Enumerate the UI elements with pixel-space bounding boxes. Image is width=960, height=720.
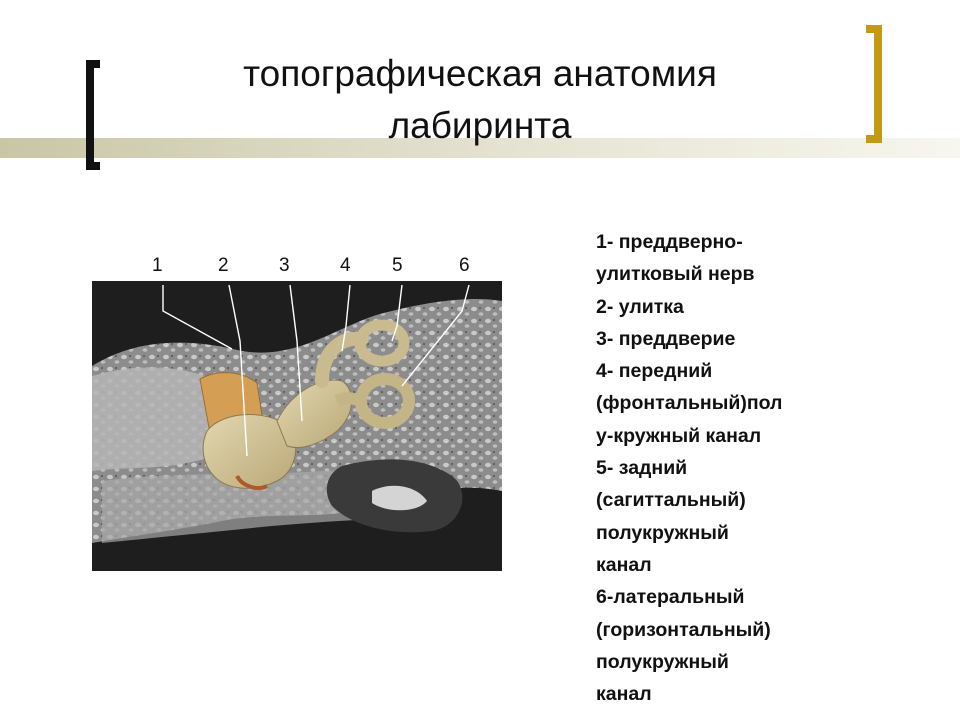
legend-line: 5- задний bbox=[596, 457, 688, 480]
legend-line: канал bbox=[596, 553, 652, 576]
legend-line: полукружный bbox=[596, 650, 729, 673]
title-line-2: лабиринта bbox=[388, 105, 572, 146]
title-line-1: топографическая анатомия bbox=[243, 53, 717, 94]
legend-line: 6-латеральный bbox=[596, 586, 745, 609]
legend-line: 2- улитка bbox=[596, 295, 684, 318]
legend-line: 4- передний bbox=[596, 360, 713, 383]
figure-legend bbox=[596, 226, 856, 710]
figure-number-row bbox=[86, 253, 506, 283]
legend-line: улитковый нерв bbox=[596, 263, 755, 286]
legend-line: (горизонтальный) bbox=[596, 618, 771, 641]
legend-line: (сагиттальный) bbox=[596, 489, 746, 512]
figure-number-6: 6 bbox=[459, 255, 470, 276]
figure-number-4: 4 bbox=[340, 255, 351, 276]
legend-line: у-кружный канал bbox=[596, 424, 762, 447]
slide-title bbox=[120, 48, 840, 152]
figure-number-3: 3 bbox=[279, 255, 290, 276]
legend-line: канал bbox=[596, 683, 652, 706]
labyrinth-figure bbox=[86, 253, 506, 571]
right-bracket-decoration bbox=[866, 25, 882, 143]
legend-line: 3- преддверие bbox=[596, 327, 736, 350]
legend-line: 1- преддверно- bbox=[596, 231, 743, 253]
figure-number-2: 2 bbox=[218, 255, 229, 276]
figure-number-1: 1 bbox=[152, 255, 163, 276]
legend-line: (фронтальный)пол bbox=[596, 392, 783, 415]
left-bracket-decoration bbox=[86, 60, 100, 170]
legend-line: полукружный bbox=[596, 521, 729, 544]
figure-number-5: 5 bbox=[392, 255, 403, 276]
labyrinth-illustration bbox=[92, 281, 502, 571]
